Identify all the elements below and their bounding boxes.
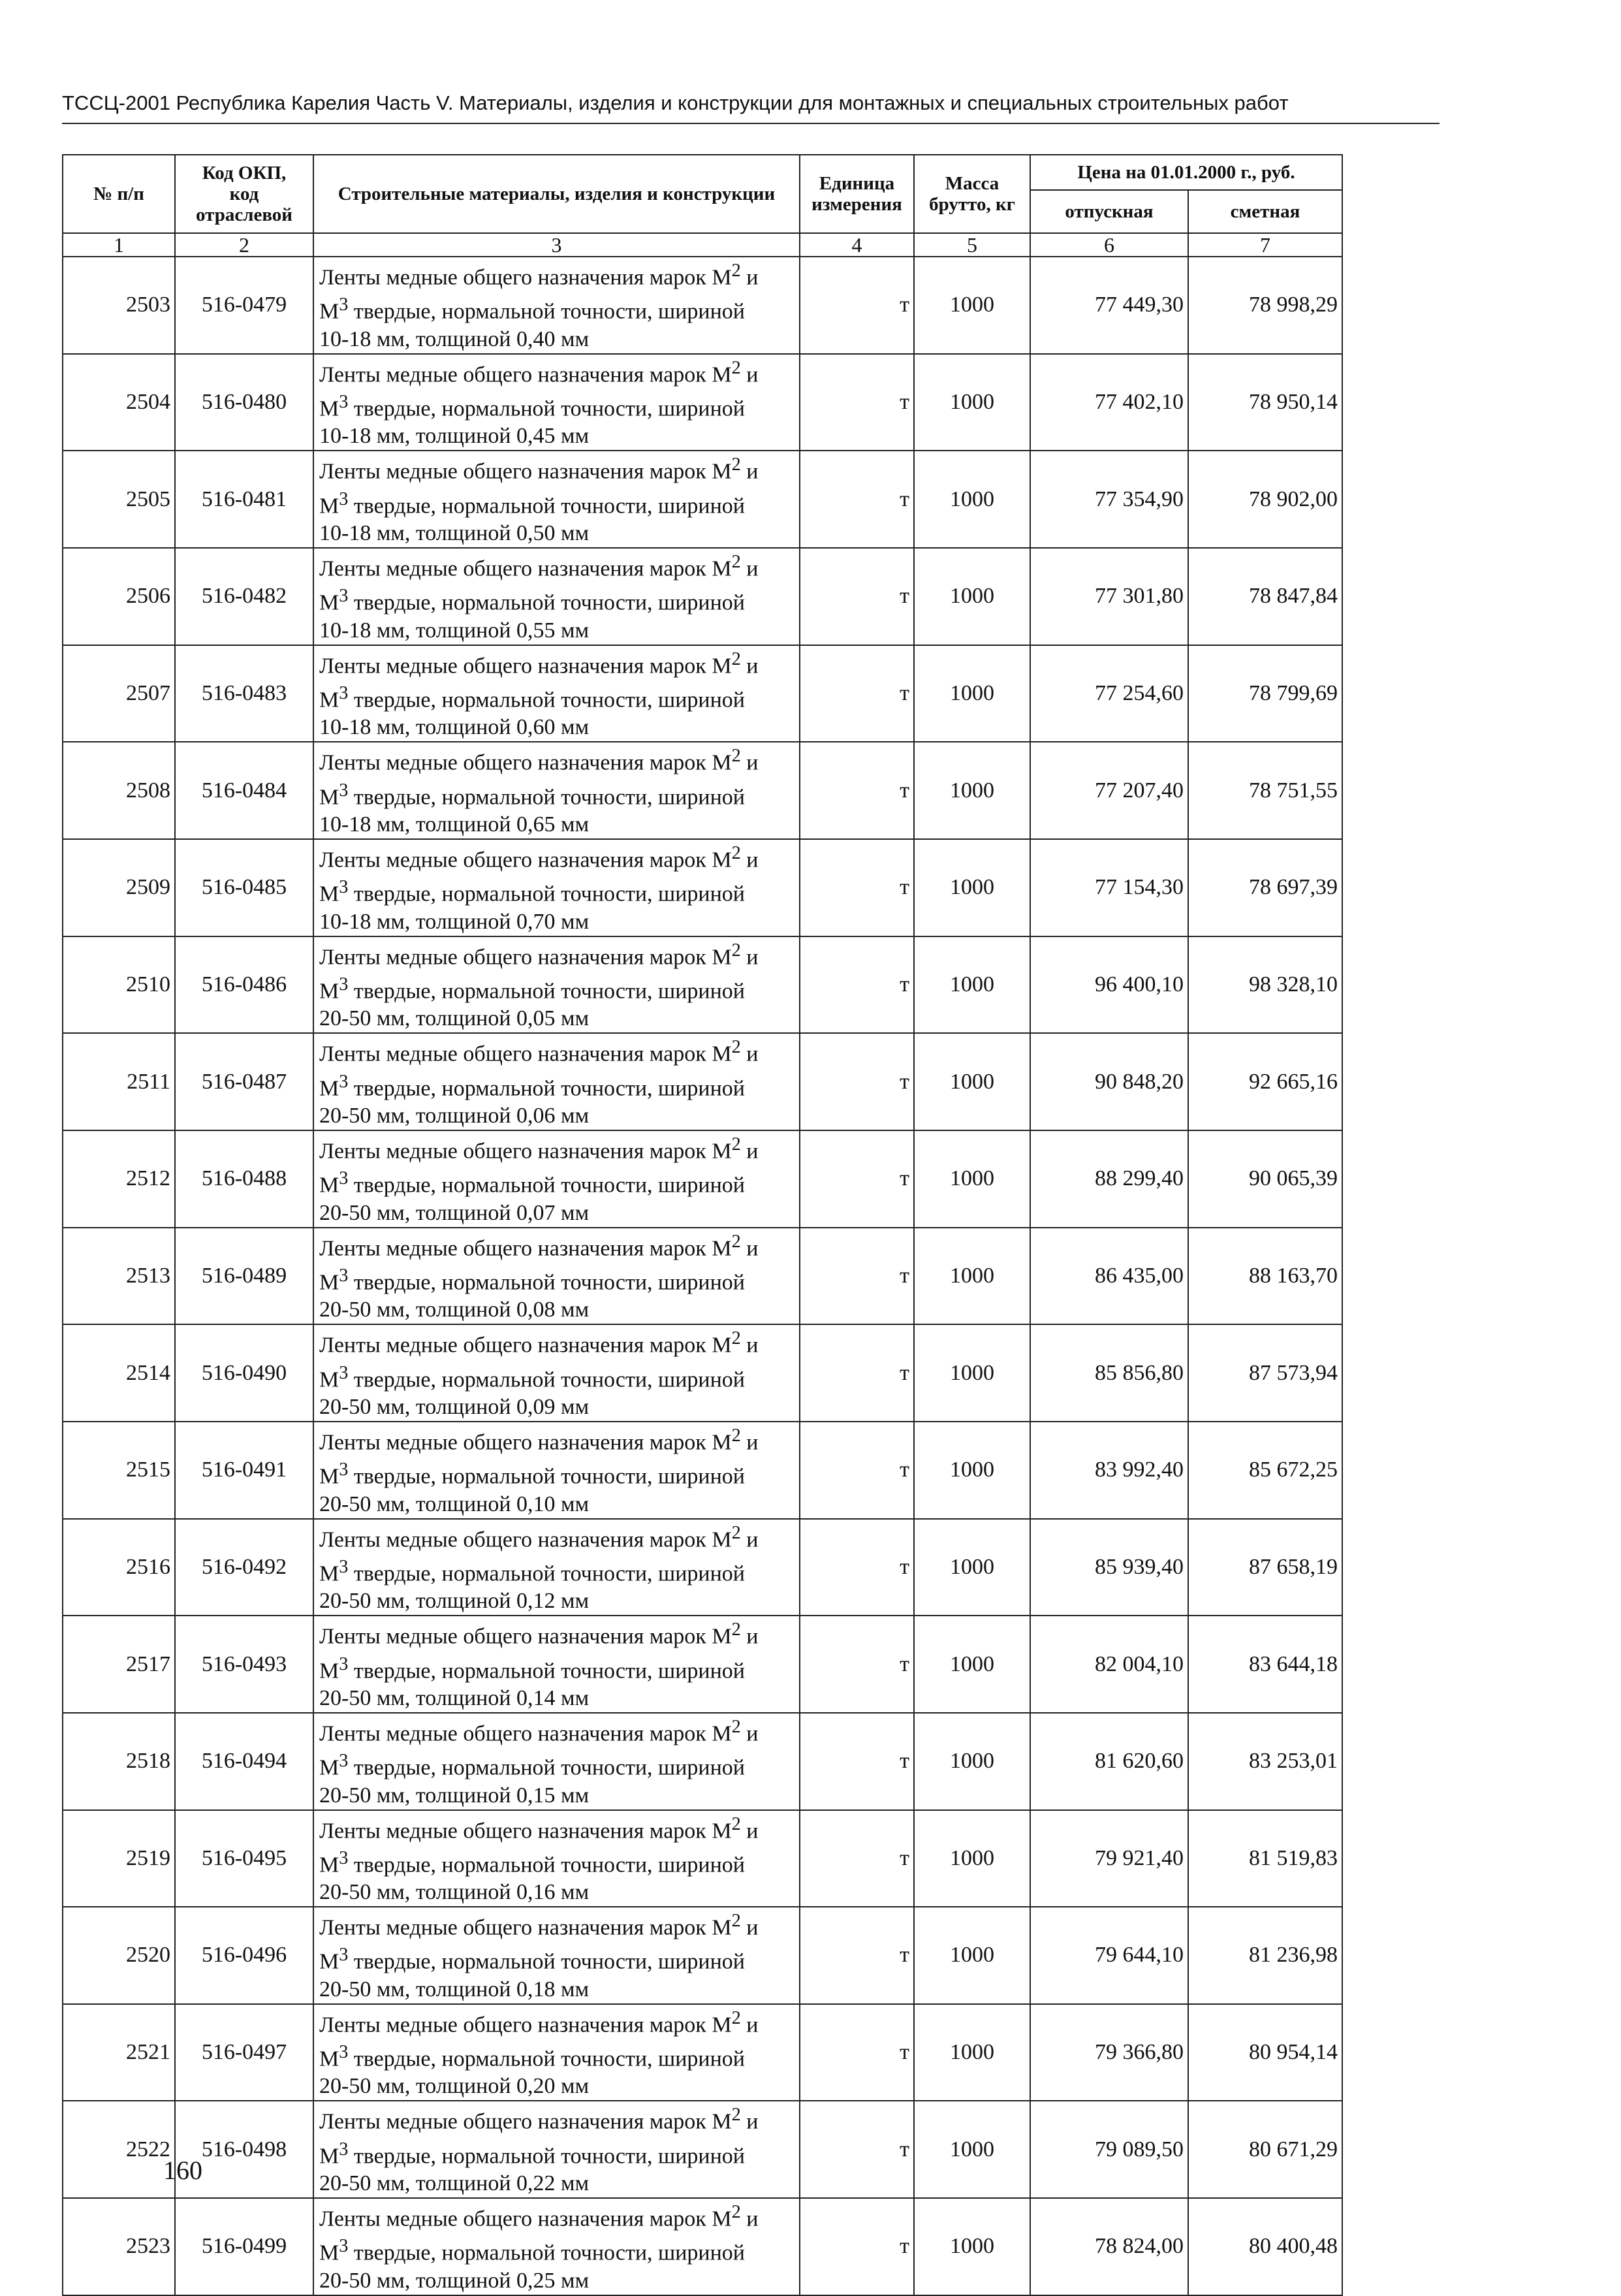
okp-code: 516-0493 (175, 1616, 313, 1713)
okp-code: 516-0495 (175, 1810, 313, 1907)
description-line3: 20-50 мм, толщиной 0,22 мм (319, 2171, 590, 2196)
okp-code: 516-0487 (175, 1033, 313, 1130)
unit: т (800, 1033, 914, 1130)
price-estimate: 88 163,70 (1188, 1228, 1342, 1325)
price-release: 82 004,10 (1030, 1616, 1188, 1713)
description-line2: $М^3$ твердые, нормальной точности, шириной (319, 295, 745, 324)
table-row (63, 2101, 1342, 2198)
price-release: 79 644,10 (1030, 1907, 1188, 2004)
description-line1: Ленты медные общего назначения марок $М^2$ и (319, 1716, 759, 1746)
material-description (313, 1907, 800, 2004)
okp-code: 516-0482 (175, 548, 313, 645)
header-price-estimate: сметная (1188, 190, 1342, 233)
column-number: 7 (1188, 233, 1342, 257)
mass: 1000 (914, 1616, 1030, 1713)
unit: т (800, 2198, 914, 2295)
okp-code: 516-0479 (175, 257, 313, 354)
description-line3: 20-50 мм, толщиной 0,12 мм (319, 1589, 590, 1614)
description-line1: Ленты медные общего назначения марок $М^2$ и (319, 551, 759, 581)
material-description (313, 839, 800, 936)
row-number: 2504 (63, 354, 175, 451)
description-line1: Ленты медные общего назначения марок $М^2$ и (319, 1619, 759, 1649)
description-line3: 20-50 мм, толщиной 0,05 мм (319, 1006, 590, 1031)
row-number: 2514 (63, 1324, 175, 1422)
row-number: 2508 (63, 742, 175, 839)
price-estimate: 78 751,55 (1188, 742, 1342, 839)
description-line2: $М^3$ твердые, нормальной точности, шириной (319, 1265, 745, 1295)
table-row (63, 1033, 1342, 1130)
description-line1: Ленты медные общего назначения марок $М^2$ и (319, 746, 759, 775)
description-line3: 20-50 мм, толщиной 0,16 мм (319, 1880, 590, 1905)
table-row (63, 839, 1342, 936)
row-number: 2505 (63, 451, 175, 548)
okp-code: 516-0484 (175, 742, 313, 839)
unit: т (800, 2004, 914, 2101)
description-line1: Ленты медные общего назначения марок $М^2$ и (319, 1231, 759, 1260)
description-line1: Ленты медные общего назначения марок $М^2$ и (319, 357, 759, 387)
material-description (313, 645, 800, 742)
price-release: 83 992,40 (1030, 1422, 1188, 1519)
description-line3: 10-18 мм, толщиной 0,60 мм (319, 715, 590, 740)
description-line3: 10-18 мм, толщиной 0,70 мм (319, 909, 590, 934)
description-line2: $М^3$ твердые, нормальной точности, шириной (319, 877, 745, 906)
price-estimate: 83 253,01 (1188, 1713, 1342, 1810)
price-release: 86 435,00 (1030, 1228, 1188, 1325)
description-line1: Ленты медные общего назначения марок $М^2$ и (319, 842, 759, 872)
page-number: 160 (163, 2156, 202, 2185)
description-line3: 10-18 мм, толщиной 0,40 мм (319, 327, 590, 351)
okp-code: 516-0494 (175, 1713, 313, 1810)
table-row (63, 1713, 1342, 1810)
description-line3: 10-18 мм, толщиной 0,45 мм (319, 424, 590, 449)
unit: т (800, 1228, 914, 1325)
mass: 1000 (914, 1130, 1030, 1228)
table-row (63, 2004, 1342, 2101)
price-estimate: 80 671,29 (1188, 2101, 1342, 2198)
okp-code: 516-0481 (175, 451, 313, 548)
row-number: 2507 (63, 645, 175, 742)
table-row (63, 2198, 1342, 2295)
row-number: 2515 (63, 1422, 175, 1519)
description-line3: 20-50 мм, толщиной 0,10 мм (319, 1491, 590, 1516)
row-number: 2523 (63, 2198, 175, 2295)
mass: 1000 (914, 1810, 1030, 1907)
mass: 1000 (914, 1228, 1030, 1325)
description-line2: $М^3$ твердые, нормальной точности, шириной (319, 1653, 745, 1683)
description-line2: $М^3$ твердые, нормальной точности, шириной (319, 1945, 745, 1974)
row-number: 2518 (63, 1713, 175, 1810)
description-line3: 20-50 мм, толщиной 0,06 мм (319, 1103, 590, 1128)
okp-code: 516-0485 (175, 839, 313, 936)
running-header: ТССЦ-2001 Республика Карелия Часть V. Материалы, изделия и конструкции для монтажных и специальных строительных работ (62, 91, 1440, 124)
price-release: 88 299,40 (1030, 1130, 1188, 1228)
price-release: 79 089,50 (1030, 2101, 1188, 2198)
column-number: 5 (914, 233, 1030, 257)
header-code-line2: код (229, 183, 259, 204)
description-line1: Ленты медные общего назначения марок $М^2$ и (319, 1911, 759, 1940)
description-line2: $М^3$ твердые, нормальной точности, шириной (319, 1459, 745, 1489)
row-number: 2519 (63, 1810, 175, 1907)
description-line2: $М^3$ твердые, нормальной точности, шириной (319, 2139, 745, 2169)
table-row (63, 1616, 1342, 1713)
header-code-line3: отраслевой (195, 204, 293, 225)
header-no: № п/п (63, 155, 175, 233)
price-estimate: 80 400,48 (1188, 2198, 1342, 2295)
table-row (63, 354, 1342, 451)
unit: т (800, 1519, 914, 1616)
description-line1: Ленты медные общего назначения марок $М^2$ и (319, 261, 759, 290)
description-line3: 20-50 мм, толщиной 0,08 мм (319, 1298, 590, 1322)
material-description (313, 1033, 800, 1130)
row-number: 2520 (63, 1907, 175, 2004)
unit: т (800, 1616, 914, 1713)
description-line3: 20-50 мм, толщиной 0,20 мм (319, 2074, 590, 2099)
mass: 1000 (914, 1033, 1030, 1130)
description-line3: 10-18 мм, толщиной 0,55 мм (319, 618, 590, 643)
material-description (313, 354, 800, 451)
price-release: 90 848,20 (1030, 1033, 1188, 1130)
price-estimate: 92 665,16 (1188, 1033, 1342, 1130)
unit: т (800, 645, 914, 742)
material-description (313, 742, 800, 839)
description-line3: 20-50 мм, толщиной 0,15 мм (319, 1783, 590, 1808)
price-estimate: 78 950,14 (1188, 354, 1342, 451)
table-row (63, 1907, 1342, 2004)
mass: 1000 (914, 2198, 1030, 2295)
okp-code: 516-0497 (175, 2004, 313, 2101)
price-estimate: 78 998,29 (1188, 257, 1342, 354)
material-description (313, 257, 800, 354)
table-row (63, 936, 1342, 1034)
price-estimate: 81 519,83 (1188, 1810, 1342, 1907)
description-line1: Ленты медные общего назначения марок $М^2$ и (319, 1522, 759, 1552)
unit: т (800, 1810, 914, 1907)
price-estimate: 78 902,00 (1188, 451, 1342, 548)
description-line2: $М^3$ твердые, нормальной точности, шириной (319, 1847, 745, 1877)
mass: 1000 (914, 839, 1030, 936)
price-estimate: 98 328,10 (1188, 936, 1342, 1034)
unit: т (800, 1907, 914, 2004)
header-code-line1: Код ОКП, (202, 163, 287, 183)
header-mass: Масса брутто, кг (914, 155, 1030, 233)
unit: т (800, 1422, 914, 1519)
price-release: 79 366,80 (1030, 2004, 1188, 2101)
okp-code: 516-0491 (175, 1422, 313, 1519)
price-estimate: 78 847,84 (1188, 548, 1342, 645)
unit: т (800, 1324, 914, 1422)
material-description (313, 936, 800, 1034)
header-material: Строительные материалы, изделия и конструкции (313, 155, 800, 233)
column-number: 6 (1030, 233, 1188, 257)
row-number: 2513 (63, 1228, 175, 1325)
unit: т (800, 451, 914, 548)
material-description (313, 1519, 800, 1616)
header-unit: Единица измерения (800, 155, 914, 233)
unit: т (800, 2101, 914, 2198)
row-number: 2509 (63, 839, 175, 936)
mass: 1000 (914, 2101, 1030, 2198)
mass: 1000 (914, 1713, 1030, 1810)
okp-code: 516-0499 (175, 2198, 313, 2295)
row-number: 2510 (63, 936, 175, 1034)
mass: 1000 (914, 742, 1030, 839)
price-estimate: 80 954,14 (1188, 2004, 1342, 2101)
table-body (63, 257, 1342, 2295)
description-line2: $М^3$ твердые, нормальной точности, шириной (319, 974, 745, 1004)
mass: 1000 (914, 548, 1030, 645)
table-row (63, 1324, 1342, 1422)
description-line1: Ленты медные общего назначения марок $М^2$ и (319, 648, 759, 678)
material-description (313, 2198, 800, 2295)
material-description (313, 548, 800, 645)
price-table (62, 154, 1343, 2296)
description-line1: Ленты медные общего назначения марок $М^2$ и (319, 1328, 759, 1358)
material-description (313, 1713, 800, 1810)
unit: т (800, 839, 914, 936)
price-estimate: 87 658,19 (1188, 1519, 1342, 1616)
price-estimate: 78 697,39 (1188, 839, 1342, 936)
column-number-row (63, 233, 1342, 257)
description-line1: Ленты медные общего назначения марок $М^2$ и (319, 2105, 759, 2134)
price-release: 78 824,00 (1030, 2198, 1188, 2295)
header-code (175, 155, 313, 233)
material-description (313, 1616, 800, 1713)
header-price-release: отпускная (1030, 190, 1188, 233)
table-row (63, 1422, 1342, 1519)
description-line2: $М^3$ твердые, нормальной точности, шириной (319, 780, 745, 809)
row-number: 2517 (63, 1616, 175, 1713)
description-line2: $М^3$ твердые, нормальной точности, шириной (319, 2236, 745, 2265)
table-row (63, 1228, 1342, 1325)
price-release: 85 856,80 (1030, 1324, 1188, 1422)
unit: т (800, 742, 914, 839)
material-description (313, 1228, 800, 1325)
description-line1: Ленты медные общего назначения марок $М^2$ и (319, 940, 759, 969)
price-estimate: 83 644,18 (1188, 1616, 1342, 1713)
table-row (63, 257, 1342, 354)
description-line1: Ленты медные общего назначения марок $М^2$ и (319, 2202, 759, 2231)
unit: т (800, 936, 914, 1034)
mass: 1000 (914, 2004, 1030, 2101)
description-line2: $М^3$ твердые, нормальной точности, шириной (319, 682, 745, 712)
description-line1: Ленты медные общего назначения марок $М^2$ и (319, 1037, 759, 1066)
row-number: 2516 (63, 1519, 175, 1616)
material-description (313, 1130, 800, 1228)
mass: 1000 (914, 936, 1030, 1034)
okp-code: 516-0490 (175, 1324, 313, 1422)
column-number: 3 (313, 233, 800, 257)
price-release: 77 449,30 (1030, 257, 1188, 354)
description-line1: Ленты медные общего назначения марок $М^2$ и (319, 454, 759, 484)
row-number: 2522 (63, 2101, 175, 2198)
price-estimate: 78 799,69 (1188, 645, 1342, 742)
table-row (63, 451, 1342, 548)
table-row (63, 1810, 1342, 1907)
description-line1: Ленты медные общего назначения марок $М^2$ и (319, 2007, 759, 2037)
table-row (63, 1519, 1342, 1616)
okp-code: 516-0486 (175, 936, 313, 1034)
description-line2: $М^3$ твердые, нормальной точности, шириной (319, 1168, 745, 1198)
price-estimate: 85 672,25 (1188, 1422, 1342, 1519)
price-release: 77 207,40 (1030, 742, 1188, 839)
description-line3: 20-50 мм, толщиной 0,07 мм (319, 1200, 590, 1225)
price-estimate: 90 065,39 (1188, 1130, 1342, 1228)
column-number: 4 (800, 233, 914, 257)
description-line2: $М^3$ твердые, нормальной точности, шириной (319, 1362, 745, 1392)
price-release: 77 354,90 (1030, 451, 1188, 548)
unit: т (800, 1713, 914, 1810)
okp-code: 516-0489 (175, 1228, 313, 1325)
mass: 1000 (914, 1907, 1030, 2004)
unit: т (800, 354, 914, 451)
description-line2: $М^3$ твердые, нормальной точности, шириной (319, 1071, 745, 1100)
description-line3: 20-50 мм, толщиной 0,25 мм (319, 2268, 590, 2293)
mass: 1000 (914, 645, 1030, 742)
description-line1: Ленты медные общего назначения марок $М^2$ и (319, 1134, 759, 1164)
mass: 1000 (914, 1519, 1030, 1616)
mass: 1000 (914, 451, 1030, 548)
mass: 1000 (914, 1324, 1030, 1422)
table-row (63, 1130, 1342, 1228)
description-line3: 20-50 мм, толщиной 0,18 мм (319, 1977, 590, 2001)
description-line1: Ленты медные общего назначения марок $М^2$ и (319, 1813, 759, 1843)
unit: т (800, 1130, 914, 1228)
description-line3: 10-18 мм, толщиной 0,50 мм (319, 520, 590, 545)
header-price-group: Цена на 01.01.2000 г., руб. (1030, 155, 1342, 190)
material-description (313, 2101, 800, 2198)
price-release: 96 400,10 (1030, 936, 1188, 1034)
unit: т (800, 257, 914, 354)
price-release: 77 154,30 (1030, 839, 1188, 936)
price-release: 77 301,80 (1030, 548, 1188, 645)
description-line2: $М^3$ твердые, нормальной точности, шириной (319, 586, 745, 615)
material-description (313, 1810, 800, 1907)
description-line3: 20-50 мм, толщиной 0,14 мм (319, 1685, 590, 1710)
description-line2: $М^3$ твердые, нормальной точности, шириной (319, 1751, 745, 1780)
description-line2: $М^3$ твердые, нормальной точности, шириной (319, 488, 745, 518)
row-number: 2511 (63, 1033, 175, 1130)
description-line1: Ленты медные общего назначения марок $М^2$ и (319, 1425, 759, 1455)
material-description (313, 451, 800, 548)
material-description (313, 1324, 800, 1422)
price-release: 85 939,40 (1030, 1519, 1188, 1616)
table-row (63, 742, 1342, 839)
mass: 1000 (914, 354, 1030, 451)
okp-code: 516-0483 (175, 645, 313, 742)
table-row (63, 645, 1342, 742)
okp-code: 516-0480 (175, 354, 313, 451)
material-description (313, 2004, 800, 2101)
material-description (313, 1422, 800, 1519)
mass: 1000 (914, 1422, 1030, 1519)
okp-code: 516-0498 (175, 2101, 313, 2198)
price-estimate: 87 573,94 (1188, 1324, 1342, 1422)
description-line3: 20-50 мм, толщиной 0,09 мм (319, 1394, 590, 1419)
description-line2: $М^3$ твердые, нормальной точности, шириной (319, 391, 745, 421)
price-release: 77 402,10 (1030, 354, 1188, 451)
unit: т (800, 548, 914, 645)
okp-code: 516-0492 (175, 1519, 313, 1616)
price-estimate: 81 236,98 (1188, 1907, 1342, 2004)
row-number: 2503 (63, 257, 175, 354)
okp-code: 516-0488 (175, 1130, 313, 1228)
description-line2: $М^3$ твердые, нормальной точности, шириной (319, 2042, 745, 2071)
price-release: 79 921,40 (1030, 1810, 1188, 1907)
header-row (63, 155, 1342, 190)
description-line2: $М^3$ твердые, нормальной точности, шириной (319, 1556, 745, 1586)
okp-code: 516-0496 (175, 1907, 313, 2004)
price-release: 81 620,60 (1030, 1713, 1188, 1810)
column-number: 1 (63, 233, 175, 257)
price-release: 77 254,60 (1030, 645, 1188, 742)
row-number: 2521 (63, 2004, 175, 2101)
row-number: 2512 (63, 1130, 175, 1228)
column-number: 2 (175, 233, 313, 257)
table-row (63, 548, 1342, 645)
row-number: 2506 (63, 548, 175, 645)
description-line3: 10-18 мм, толщиной 0,65 мм (319, 812, 590, 837)
mass: 1000 (914, 257, 1030, 354)
